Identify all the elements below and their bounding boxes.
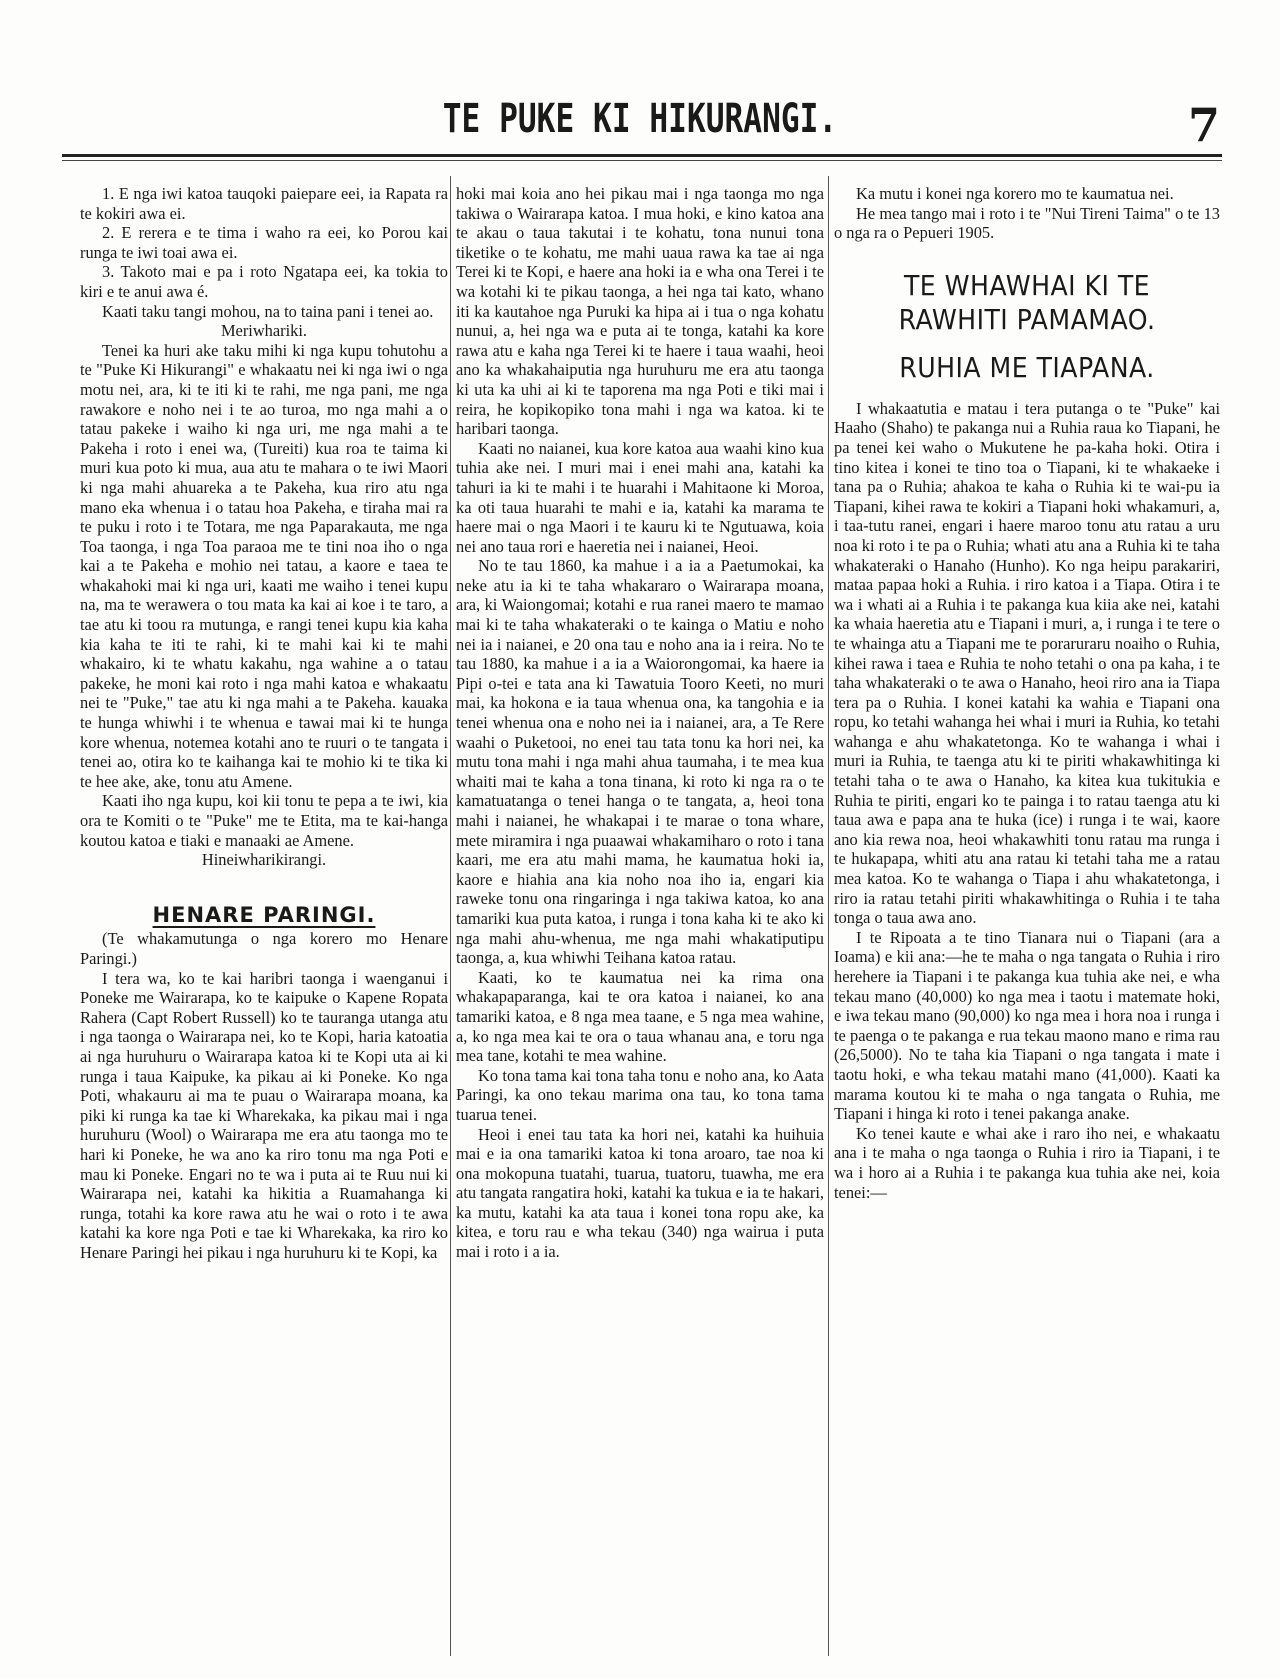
paragraph: Tenei ka huri ake taku mihi ki nga kupu tohutohu a te "Puke Ki Hikurangi" e whakaatu nei ki nga iwi o nga motu nei, ara, ki te iti ki te rahi, me nga pani, me nga rawakore e noho nei i te ao turoa, mo nga mahi a o tatau pakeke i waiho ki nga uri, me nga mahi a te Pakeha i roto i enei wa, (Tureiti) kua roa te taima ki muri kua poto ki mua, aua atu te mahara o te iwi Maori ki nga mahi ahuareka a te Pakeha, kua riro atu nga mano eka whenua i o tatau hoa Pakeha, e tiraha mai ra te puku i roto i te Totara, me nga Paparakauta, me nga Toa taonga, i nga Toa paraoa me te tini noa iho o nga kai a te Pakeha e mohio nei tatau, a kaore e taea te whakahoki mai ki nga uri, kaati me waiho i tenei kupu na, ma te werawera o tou mata ka kai ai koe i te taro, a tae atu ki toou ra mutunga, e rangi tenei kupu kia kaha kia kaha te iti te rahi, ki te mahi kai ki te mahi whakairo, ki te whatu kakahu, nga wahine a o tatau pakeke, he moni kai roto i nga mahi katoa e whakaatu nei te "Puke," tae atu ki nga mahi a te Pakeha. kauaka te hunga whiwhi i te whenua e tawai mai ki te hunga kore whenua, notemea kotahi ano te ruuri o te tangata i tenei ao, otira ko te kaihanga kai te mohio ki te tika ki te hee ake, ake, tonu atu Amene.: [80, 340, 448, 791]
paragraph: Kaati no naianei, kua kore katoa aua waahi kino kua tuhia ake nei. I muri mai i enei mahi ana, katahi ka tahuri ia ki te mahi i te huarahi i Mahitaone ki Moroa, ka oti taua huarahi te mahi e ia, katahi ka marama te haere mai o nga Maori i te kauru ki te Ngutuawa, koia nei ano taua rori e haeretia nei i naianei, Heoi.: [456, 438, 824, 556]
column-2: [456, 184, 824, 1664]
masthead: [60, 96, 1220, 156]
heading-henare-paringi: HENARE PARINGI.: [152, 902, 376, 927]
paragraph: Kaati taku tangi mohou, na to taina pani i tenei ao.: [102, 301, 434, 321]
verse-3: 3. Takoto mai e pa i roto Ngatapa eei, ka tokia to kiri e te anui awa é.: [80, 262, 448, 301]
paragraph: Ko tona tama kai tona taha tonu e noho ana, ko Aata Paringi, ka ono tekau marima ona tau, ko tona tama tuarua tenei.: [456, 1065, 824, 1124]
paragraph: Ko tenei kaute e whai ake i raro iho nei, e whakaatu ana i te maha o nga taonga o Ruhia i riro ia Tiapani, i te wa i horo ai a Ruhia i te pakanga kua tuhia ake nei, koia tenei:—: [834, 1123, 1220, 1202]
page-number: 7: [1187, 98, 1220, 152]
paragraph: I tera wa, ko te kai haribri taonga i waenganui i Poneke me Wairarapa, ko te kaipuke o Kapene Ropata Rahera (Capt Robert Russell) ko te tauranga utanga atu i nga taonga o Wairarapa nei, ko te Kopi, haria katoatia ai nga huruhuru o Wairarapa katoa ki te Kopi uta ai ki runga i taua Kaipuke, ka pikau ai ki Poneke. Ko nga Poti, whakauru ai ma te puau o Wairarapa moana, ka piki ki runga ka tae ki Wharekaka, ka pikau mai i nga huruhuru (Wool) o Wairarapa me era atu taonga mo te hari ki Poneke, he wa ano ka riro tonu ma nga Poti e mau ki Poneke. Engari no te wa i puta ai te Ruu nui ki Wairarapa nei, katahi ka hikitia a Ruamahanga ki runga, totahi ka kore rawa atu he wai o roto i te awa katahi ka kore nga Poti e tae ki Wharekaka, ka riro ko Henare Paringi hei pikau i nga huruhuru ki te Kopi, ka: [80, 968, 448, 1262]
signature-meriwhariki: Meriwhariki.: [220, 321, 308, 341]
column-divider-1: [450, 176, 451, 1656]
paragraph: I te Ripoata a te tino Tianara nui o Tiapani (ara a Ioama) e kii ana:—he te maha o nga tangata o Ruhia i riro herehere ia Tiapani i te pakanga kua tuhia ake nei, e wha tekau mano (40,000) ko nga mea i taotu i matemate hoki, e iwa tekau mano (90,000) ko nga mea i hora noa i runga i te paenga o te pakanga e rua tekau maono mano e rima rau (26,5000). No te taha kia Tiapani o nga tangata i mate i taotu hoki, e wha tekau matahi mano (41,000). Kaati ka marama koutou ki te maha o nga tangata o Ruhia, me Tiapani i hinga ki roto i tenei pakanga anake.: [834, 927, 1220, 1124]
verse-2: 2. E rerera e te tima i waho ra eei, ko Porou kai runga te iwi toai awa ei.: [80, 223, 448, 262]
editorial-note: (Te whakamutunga o nga korero mo Henare Paringi.): [80, 929, 448, 968]
paragraph: Kaati iho nga kupu, koi kii tonu te pepa a te iwi, kia ora te Komiti o te "Puke" me te Etita, ma te kai-hanga koutou katoa e tiaki e manaaki ae Amene.: [80, 791, 448, 850]
column-3: [834, 184, 1220, 1664]
heading-ruhia-me-tiapana: RUHIA ME TIAPANA.: [899, 350, 1155, 384]
newspaper-title: TE PUKE KI HIKURANGI.: [442, 96, 838, 142]
paragraph: Ka mutu i konei nga korero mo te kaumatua nei.: [856, 184, 1174, 203]
heading-te-whawhai: TE WHAWHAI KI TE RAWHITI PAMAMAO.: [898, 268, 1156, 336]
paragraph: Heoi i enei tau tata ka hori nei, katahi ka huihuia mai e ia ona tamariki katoa ki tona aroaro, tae noa ki ona mokopuna tuatahi, tuarua, tuatoru, tuawha, me era atu tangata rangatira hoki, katahi ka tukua e ia te hakari, ka mutu, katahi ka ata taua i konei tona ropu ake, ka kitea, e toru rau e wha tekau (340) nga wairua i puta mai i roto i a ia.: [456, 1124, 824, 1262]
header-rule-thick: [62, 154, 1222, 157]
paragraph: No te tau 1860, ka mahue i a ia a Paetumokai, ka neke atu ia ki te taha whakararo o Wairarapa moana, ara, ki Waiongomai; kotahi e rua ranei maero te mamao mai ki te taha whakateraki o te kainga o Matiu e noho nei ia i naianei, e 20 ona tau e noho ana ia i reira. No te tau 1880, ka mahue i a ia a Waiorongomai, ka haere ia Pipi o-tei e tata ana ki Tawatuia Tooro Keeti, no muri mai, ka hokona e ia taua whenua ona, ka tangohia e ia tenei whenua ona e noho nei ia i naianei, ara, a Te Rere waahi o Puketooi, no enei tau tata tonu ka hori nei, ka mutu tona mahi i nga mahi ahua taumaha, i te mea kua whaiti mai te kaha a tona tinana, ki roto ki nga ra o te kamatuatanga o tenei hanga o te tangata, a, heoi tona mahi i naianei, he whakapai i te marae o tona whare, mete miramira i nga puaawai whakamiharo o roto i tana kaari, me era atu mahi mama, he kaumatua hoki ia, kaore e hiahia ana kia noho noa iho ia, engari kia raweke tonu ona ringaringa i nga takiwa katoa, ko ana tamariki kua puta katoa, i runga i tona kaha ki te ako ki nga mahi ahu-whenua, me nga mahi whakatiputipu taonga, a, kua whiwhi Teihana katoa ratau.: [456, 556, 824, 968]
paragraph: hoki mai koia ano hei pikau mai i nga taonga mo nga takiwa o Wairarapa katoa. I mua hoki, e kino katoa ana te akau o taua takutai i te kohatu, tona nunui tona tiketike o te kohatu, me mahi uaua rawa ka tae ai nga Terei ki te Kopi, e haere ana hoki ia e wha ona Terei i te wa kotahi ki te pikau taonga, a hei nga tai kato, whano iti ka kautahoe nga Puruki ka hipa ai i tua o nga kohatu nunui, a, hei nga wa e puta ai te tonga, katahi ka kore rawa atu e kaha nga Terei ki te haere i taua waahi, heoi ano ka whakahaiputia nga huruhuru me era atu taonga ki uta ka uhi ai ki te taporena ma nga Poti e tiki mai i reira, he kopikopiko tona mahi i nga wa katoa. ki te haribari taonga.: [456, 184, 824, 439]
verse-1: 1. E nga iwi katoa tauqoki paiepare eei, ia Rapata ra te kokiri awa ei.: [80, 184, 448, 223]
paragraph: Kaati, ko te kaumatua nei ka rima ona whakapaparanga, kai te ora katoa i naianei, ko ana tamariki katoa, e 8 nga mea taane, e 5 nga mea wahine, a, ko nga mea kai te ora o taua whanau ana, e toru nga mea tane, kotahi te mea wahine.: [456, 967, 824, 1066]
paragraph: He mea tango mai i roto i te "Nui Tireni Taima" o te 13 o nga ra o Pepueri 1905.: [834, 203, 1220, 243]
header-rule-thin: [62, 160, 1222, 161]
signature-hineiwharikirangi: Hineiwharikirangi.: [201, 850, 327, 870]
paragraph: I whakaatutia e matau i tera putanga o te "Puke" kai Haaho (Shaho) te pakanga nui a Ruhia raua ko Tiapani, he pa tenei kei waho o Mukutene he pa-kaha hoki. Otira i tino kitea i konei te tino toa o Tiapani, ki te whakaeke i tana pa o Ruhia; ahakoa te kaha o Ruhia ki te wai-pu ia Tiapani, kihei rawa te kokiri a Tiapani hoki whakamuri, a, i taa-tutu ranei, engari i haere maroo tonu atu ratau a uru noa ki roto i te pa o Ruhia; whati atu ana a Ruhia ki te taha whakateraki o Hanaho (Hunho). Ko nga heipu parakariri, mataa papaa hoki a Ruhia. i riro katoa i a Tiapa. Otira i te wa i whati ai a Ruhia i te pakanga kua kiia ake nei, katahi ka whaia haeretia atu e Tiapani i muri, a, i runga i te tere o te whainga atu a Tiapani me te poraruraru noaiho o Ruhia, kihei rawa i taea e Ruhia te noho tetahi o ona pa kaha, i te taha whakateraki o te awa o Hanaho, heoi riro ana ia Tiapa tera pa o Ruhia. I konei katahi ka wahia e Tiapani ona ropu, ko tetahi wahanga hei whai i muri ia Ruhia, ko tetahi wahanga e ahu whakatetonga. Ko te wahanga i whai i muri ia Ruhia, te taenga atu ki te piriti whakawhitinga ki tetahi taha o te awa o Hanaho, ka kitea kua tukitukia e Ruhia te piriti, engari ko te painga i to ratau taenga atu ki taua awa e papa ana te huka (ice) i runga i te wai, kaore ano kia rewa noa, heoi whakawhiti tonu ratau ma runga i te hukapapa, whiti atu ana ratau ki tetahi taha me a ratau mea katoa. Ko te wahanga o Tiapa i ahu whakatetonga, i riro ia ratau tetahi piriti whakawhitinga o Ruhia i te taha tonga o taua awa ano.: [834, 398, 1220, 928]
column-divider-2: [828, 176, 829, 1656]
column-1: [80, 184, 448, 1664]
